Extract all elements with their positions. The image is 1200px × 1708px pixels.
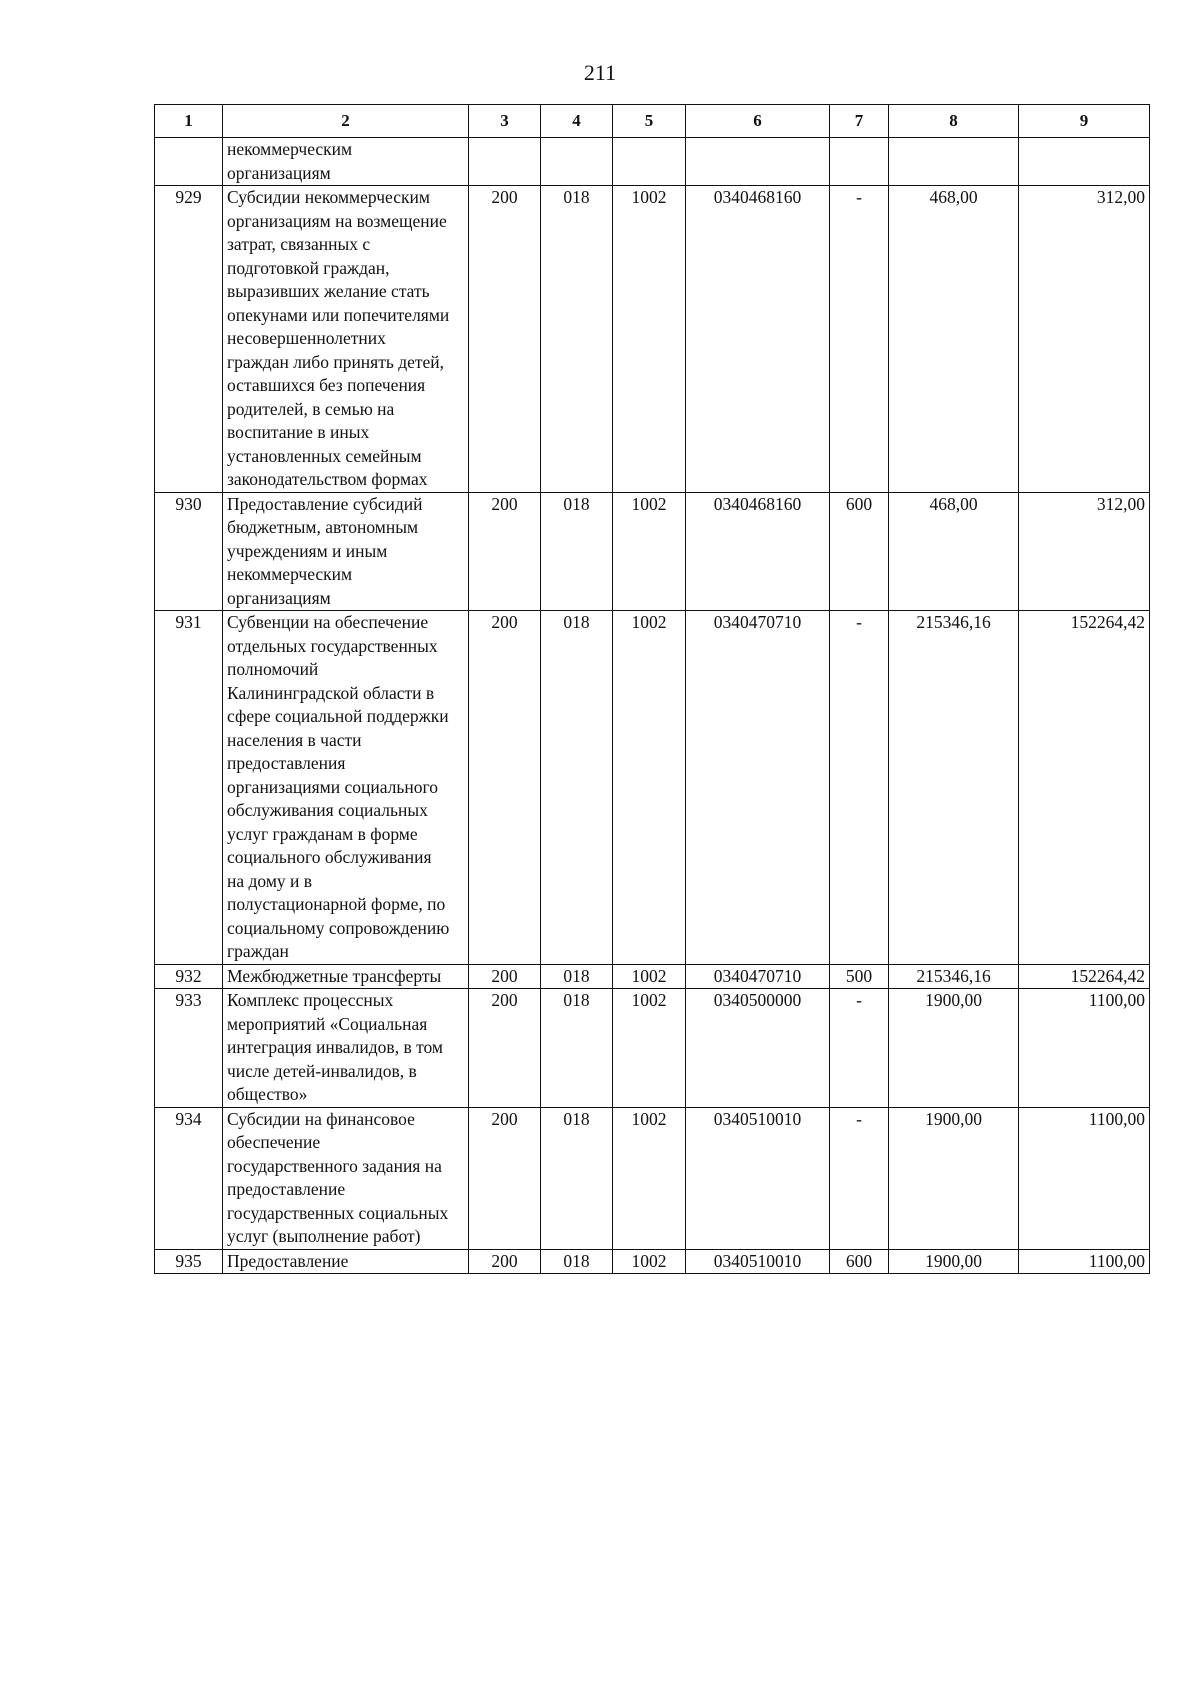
row-col-7: - [830,989,889,1108]
row-col-3: 200 [469,964,541,989]
row-col-7 [830,138,889,186]
row-col-8 [889,138,1019,186]
col-header-5: 5 [613,105,686,138]
row-number: 929 [155,186,223,493]
row-col-4: 018 [541,186,613,493]
col-header-7: 7 [830,105,889,138]
header-row [155,105,1150,138]
row-col-9: 1100,00 [1019,1249,1150,1274]
row-col-3: 200 [469,1107,541,1249]
row-col-6: 0340500000 [686,989,830,1108]
row-description-text: Межбюджетные трансферты [227,965,442,986]
table-row [155,492,1150,611]
row-number: 930 [155,492,223,611]
row-col-7: - [830,1107,889,1249]
row-col-5: 1002 [613,1249,686,1274]
row-description [223,1249,469,1274]
row-col-4 [541,138,613,186]
row-col-7: 600 [830,492,889,611]
row-number: 935 [155,1249,223,1274]
table-row [155,1107,1150,1249]
row-col-6: 0340468160 [686,492,830,611]
row-description [223,989,469,1108]
row-col-6 [686,138,830,186]
col-header-2: 2 [223,105,469,138]
row-description-text: Предоставление [227,1250,349,1271]
row-col-4: 018 [541,964,613,989]
row-description-text: Субсидии некоммерческим организациям на возмещение затрат, связанных с подготовкой граждан, выразивших желание стать опекунами или попечителями несовершеннолетних граждан либо принять детей, оставшихся без попечения родителей, в семью на воспитание в иных установленных семейным законодательством формах [227,187,450,489]
budget-table [154,104,1150,1274]
row-col-7: 500 [830,964,889,989]
row-description [223,1107,469,1249]
table-row [155,964,1150,989]
row-col-6: 0340470710 [686,964,830,989]
row-col-9: 152264,42 [1019,964,1150,989]
page-number: 211 [583,60,617,85]
row-col-8: 1900,00 [889,1107,1019,1249]
table-row [155,611,1150,965]
row-number: 934 [155,1107,223,1249]
row-col-6: 0340468160 [686,186,830,493]
row-description [223,611,469,965]
row-description-text: Комплекс процессных мероприятий «Социальная интеграция инвалидов, в том числе детей-инвалидов, в общество» [227,990,443,1104]
row-col-4: 018 [541,492,613,611]
row-col-6: 0340510010 [686,1107,830,1249]
row-number: 931 [155,611,223,965]
row-col-9: 312,00 [1019,186,1150,493]
row-col-9 [1019,138,1150,186]
table-header [155,105,1150,138]
row-col-5: 1002 [613,611,686,965]
row-col-6: 0340510010 [686,1249,830,1274]
row-col-8: 1900,00 [889,989,1019,1108]
row-number: 932 [155,964,223,989]
row-description-text: Субсидии на финансовое обеспечение государственного задания на предоставление государственных социальных услуг (выполнение работ) [227,1108,449,1246]
col-header-6: 6 [686,105,830,138]
row-description-text: Предоставление субсидий бюджетным, автономным учреждениям и иным некоммерческим организациям [227,493,423,608]
row-description-text: Субвенции на обеспечение отдельных государственных полномочий Калининградской области в сфере социальной поддержки населения в части предоставления организациями социального обслуживания социальных услуг гражданам в форме социального обслуживания на дому и в полустационарной форме, по социальному сопровождению граждан [227,612,450,961]
row-col-7: - [830,186,889,493]
row-description [223,492,469,611]
row-col-5: 1002 [613,989,686,1108]
row-col-5: 1002 [613,186,686,493]
row-col-8: 468,00 [889,492,1019,611]
col-header-4: 4 [541,105,613,138]
table-row [155,1249,1150,1274]
row-col-7: - [830,611,889,965]
row-description-text: некоммерческим организациям [227,139,353,183]
row-col-4: 018 [541,989,613,1108]
table-row [155,186,1150,493]
row-col-3: 200 [469,989,541,1108]
row-col-7: 600 [830,1249,889,1274]
row-col-5: 1002 [613,964,686,989]
table-row [155,989,1150,1108]
row-col-4: 018 [541,1249,613,1274]
row-col-6: 0340470710 [686,611,830,965]
row-description [223,138,469,186]
col-header-9: 9 [1019,105,1150,138]
row-col-8: 468,00 [889,186,1019,493]
row-col-3 [469,138,541,186]
row-number: 933 [155,989,223,1108]
row-col-9: 1100,00 [1019,1107,1150,1249]
row-col-3: 200 [469,611,541,965]
row-col-3: 200 [469,186,541,493]
table-row [155,138,1150,186]
row-col-5 [613,138,686,186]
col-header-3: 3 [469,105,541,138]
row-col-3: 200 [469,492,541,611]
row-col-9: 1100,00 [1019,989,1150,1108]
row-col-5: 1002 [613,1107,686,1249]
row-number [155,138,223,186]
row-col-9: 152264,42 [1019,611,1150,965]
row-col-4: 018 [541,1107,613,1249]
col-header-1: 1 [155,105,223,138]
row-col-5: 1002 [613,492,686,611]
row-description [223,964,469,989]
row-col-3: 200 [469,1249,541,1274]
row-col-8: 1900,00 [889,1249,1019,1274]
table-body [155,138,1150,1274]
row-col-4: 018 [541,611,613,965]
col-header-8: 8 [889,105,1019,138]
row-col-8: 215346,16 [889,964,1019,989]
row-description [223,186,469,493]
row-col-9: 312,00 [1019,492,1150,611]
row-col-8: 215346,16 [889,611,1019,965]
